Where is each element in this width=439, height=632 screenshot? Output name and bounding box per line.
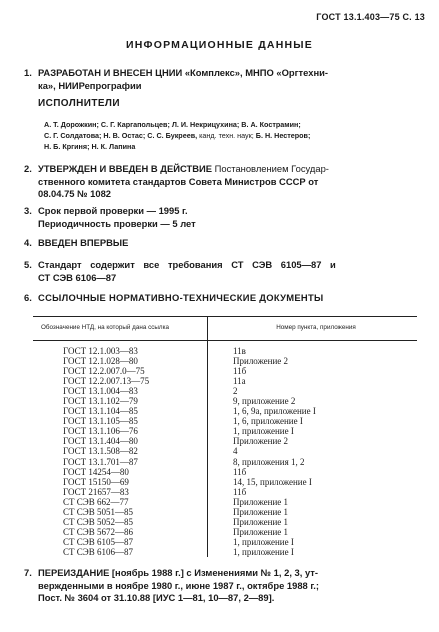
- table-cell-document: СТ СЭВ 662—77: [63, 496, 129, 507]
- table-cell-document: ГОСТ 21657—83: [63, 486, 129, 497]
- section-number: 1.: [24, 67, 32, 78]
- table-cell-item: 4: [233, 446, 238, 457]
- table-cell-document: ГОСТ 13.1.102—79: [63, 396, 138, 407]
- table-cell-document: ГОСТ 13.1.104—85: [63, 406, 138, 417]
- table-cell-document: ГОСТ 13.1.701—87: [63, 456, 138, 467]
- table-cell-document: ГОСТ 13.1.106—76: [63, 426, 138, 437]
- performers-line-2a: С. Г. Солдатова; Н. В. Остас; С. С. Букреев,: [44, 131, 198, 141]
- table-cell-document: ГОСТ 13.1.004—83: [63, 386, 138, 397]
- table-cell-item: 14, 15, приложение I: [233, 476, 312, 487]
- section-6: [24, 292, 428, 305]
- table-cell-item: 2: [233, 386, 238, 397]
- table-cell-document: СТ СЭВ 5672—86: [63, 526, 133, 537]
- table-cell-item: 11а: [233, 376, 246, 387]
- table-cell-item: 1, приложение I: [233, 546, 294, 557]
- section-2-line-1: [38, 163, 428, 176]
- table-cell-item: Приложение 1: [233, 506, 289, 517]
- table-cell-item: Приложение 2: [233, 436, 289, 447]
- table-cell-document: СТ СЭВ 5051—85: [63, 506, 133, 517]
- reference-table: [33, 316, 417, 557]
- table-cell-document: ГОСТ 14254—80: [63, 466, 129, 477]
- table-cell-item: 1, 6, 9а, приложение I: [233, 406, 316, 417]
- section-4-line-1: ВВЕДЕН ВПЕРВЫЕ: [38, 237, 129, 248]
- section-7-line-1: ПЕРЕИЗДАНИЕ [ноябрь 1988 г.] с Изменениями № 1, 2, 3, ут-: [38, 567, 318, 578]
- table-cell-item: Приложение 2: [233, 356, 289, 367]
- section-3-line-2: Периодичность проверки — 5 лет: [38, 217, 196, 229]
- section-7-line-3: Пост. № 3604 от 31.10.88 [ИУС 1—81, 10—87, 2—89].: [38, 592, 275, 603]
- section-6-line-1: ССЫЛОЧНЫЕ НОРМАТИВНО-ТЕХНИЧЕСКИЕ ДОКУМЕНТЫ: [38, 292, 324, 303]
- section-5: [24, 259, 428, 284]
- table-cell-item: 11б: [233, 466, 247, 477]
- table-cell-document: ГОСТ 12.2.007.13—75: [63, 376, 150, 387]
- page-title: ИНФОРМАЦИОННЫЕ ДАННЫЕ: [126, 39, 313, 51]
- section-number: 2.: [24, 163, 32, 174]
- table-cell-document: ГОСТ 12.1.028—80: [63, 356, 138, 367]
- table-cell-document: ГОСТ 13.1.508—82: [63, 446, 138, 457]
- table-cell-item: 1, приложение I: [233, 426, 294, 437]
- section-2-line-3: 08.04.75 № 1082: [38, 188, 112, 199]
- section-number: 6.: [24, 292, 32, 303]
- performers-list: [44, 119, 430, 153]
- section-number: 3.: [24, 205, 32, 216]
- section-7: [24, 567, 428, 605]
- table-cell-item: Приложение 1: [233, 526, 289, 537]
- table-cell-document: ГОСТ 12.1.003—83: [63, 346, 138, 356]
- table-top-rule: [33, 316, 417, 317]
- table-cell-item: Приложение 1: [233, 516, 289, 527]
- table-cell-item: 9, приложение 2: [233, 396, 296, 407]
- table-cell-document: ГОСТ 12.2.007.0—75: [63, 366, 145, 377]
- section-5-line-1: Стандарт содержит все требования СТ СЭВ 6105—87 и: [38, 259, 336, 270]
- section-2-bold: УТВЕРЖДЕН И ВВЕДЕН В ДЕЙСТВИЕ: [38, 163, 213, 174]
- section-2-rest: Постановлением Государ-: [212, 163, 329, 174]
- table-cell-document: ГОСТ 15150—69: [63, 476, 129, 487]
- section-1: [24, 67, 428, 92]
- performers-line-2c: Б. Н. Нестеров;: [253, 131, 311, 141]
- section-3: [24, 205, 428, 230]
- table-cell-item: 11б: [233, 366, 247, 377]
- table-cell-item: Приложение 1: [233, 496, 289, 507]
- table-cell-item: 11в: [233, 346, 246, 356]
- table-cell-item: 8, приложения 1, 2: [233, 456, 305, 467]
- section-5-line-2: СТ СЭВ 6106—87: [38, 271, 117, 283]
- section-2: [24, 163, 428, 201]
- performers-line-1: А. Т. Дорожкин; С. Г. Каргапольцев; Л. И. Некрицухина; В. А. Кострамин;: [44, 120, 301, 129]
- section-1-line-2: ка», НИИРепрографии: [38, 79, 142, 91]
- table-cell-document: ГОСТ 13.1.105—85: [63, 416, 138, 427]
- section-number: 4.: [24, 237, 32, 248]
- table-cell-item: 1, приложение I: [233, 536, 294, 547]
- table-cell-document: СТ СЭВ 5052—85: [63, 516, 133, 527]
- table-cell-document: ГОСТ 13.1.404—80: [63, 436, 138, 447]
- table-header-rule: [33, 340, 417, 341]
- table-column-documents: [63, 346, 203, 557]
- performers-degree: канд. техн. наук;: [197, 131, 254, 141]
- table-cell-item: 1, 6, приложение I: [233, 416, 303, 427]
- running-header: ГОСТ 13.1.403—75 С. 13: [316, 12, 425, 22]
- table-cell-document: СТ СЭВ 6105—87: [63, 536, 133, 547]
- table-header-document: Обозначение НТД, на который дана ссылка: [41, 324, 169, 331]
- section-4: [24, 237, 428, 250]
- table-header-item: Номер пункта, приложения: [276, 324, 356, 331]
- performers-line-2: [44, 130, 430, 141]
- performers-heading: ИСПОЛНИТЕЛИ: [38, 98, 120, 109]
- performers-line-3: Н. Б. Кргиня; Н. К. Лапина: [44, 142, 136, 152]
- section-number: 7.: [24, 567, 32, 578]
- section-1-line-1: РАЗРАБОТАН И ВНЕСЕН ЦНИИ «Комплекс», МНПО «Оргтехни-: [38, 67, 328, 78]
- table-cell-item: 11б: [233, 486, 247, 497]
- table-column-divider: [207, 316, 208, 557]
- table-cell-document: СТ СЭВ 6106—87: [63, 546, 133, 557]
- section-7-line-2: вержденными в ноябре 1980 г., июне 1987 г., октябре 1988 г.;: [38, 579, 320, 591]
- table-column-items: [233, 346, 413, 557]
- section-2-line-2: ственного комитета стандартов Совета Министров СССР от: [38, 175, 319, 187]
- section-number: 5.: [24, 259, 32, 270]
- section-3-line-1: Срок первой проверки — 1995 г.: [38, 205, 188, 216]
